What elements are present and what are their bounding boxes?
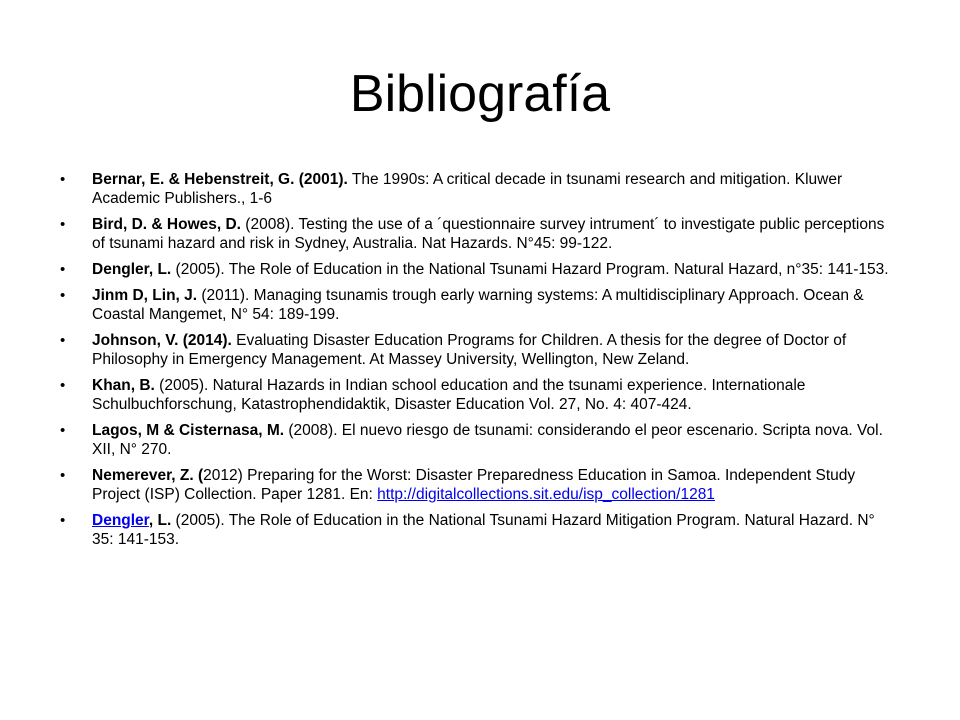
reference-text: (2011). Managing tsunamis trough early warning systems: A multidisciplinary Approach. Ocean & Coastal Mangemet, N° 54: 189-199. bbox=[92, 287, 864, 323]
bullet-icon: • bbox=[60, 377, 66, 394]
reference-url-link[interactable]: http://digitalcollections.sit.edu/isp_collection/1281 bbox=[377, 486, 715, 503]
slide-title: Bibliografía bbox=[349, 65, 611, 123]
reference-author: Khan, B. bbox=[92, 377, 155, 394]
reference-item bbox=[0, 170, 960, 208]
reference-author: Jinm D, Lin, J. bbox=[92, 287, 198, 304]
reference-author-link[interactable]: Dengler bbox=[92, 512, 149, 529]
reference-author: Bird, D. & Howes, D. bbox=[92, 216, 241, 233]
bullet-icon: • bbox=[60, 287, 66, 304]
reference-text: (2005). The Role of Education in the National Tsunami Hazard Mitigation Program. Natural Hazard. N° 35: 141-153. bbox=[92, 512, 875, 548]
reference-item bbox=[0, 260, 960, 279]
bullet-icon: • bbox=[60, 171, 66, 188]
bullet-icon: • bbox=[60, 512, 66, 529]
reference-text: (2005). The Role of Education in the National Tsunami Hazard Program. Natural Hazard, n°35: 141-153. bbox=[171, 261, 889, 278]
reference-item bbox=[0, 466, 960, 504]
reference-text: 2012) Preparing for the Worst: Disaster Preparedness Education in Samoa. Independent Study Project (ISP) Collection. Paper 1281. En: bbox=[92, 467, 856, 503]
reference-list bbox=[0, 170, 960, 556]
reference-item bbox=[0, 511, 960, 549]
reference-text: (2005). Natural Hazards in Indian school education and the tsunami experience. Internationale Schulbuchforschung, Katastrophendidaktik, Disaster Education Vol. 27, No. 4: 407-424. bbox=[92, 377, 806, 413]
bullet-icon: • bbox=[60, 467, 66, 484]
reference-author: Dengler, L. bbox=[92, 261, 172, 278]
reference-author: Lagos, M & Cisternasa, M. bbox=[92, 422, 285, 439]
reference-item bbox=[0, 421, 960, 459]
reference-author: Johnson, V. (2014). bbox=[92, 332, 232, 349]
reference-text: Evaluating Disaster Education Programs for Children. A thesis for the degree of Doctor of Philosophy in Emergency Management. At Massey University, Wellington, New Zeland. bbox=[92, 332, 847, 368]
bullet-icon: • bbox=[60, 422, 66, 439]
reference-text: The 1990s: A critical decade in tsunami research and mitigation. Kluwer Academic Publishers., 1-6 bbox=[92, 171, 843, 207]
reference-author: Nemerever, Z. ( bbox=[92, 467, 204, 484]
reference-item bbox=[0, 286, 960, 324]
reference-text: (2008). Testing the use of a ´questionnaire survey intrument´ to investigate public perceptions of tsunami hazard and risk in Sydney, Australia. Nat Hazards. N°45: 99-122. bbox=[92, 216, 885, 252]
bullet-icon: • bbox=[60, 332, 66, 349]
reference-text: (2008). El nuevo riesgo de tsunami: considerando el peor escenario. Scripta nova. Vol. XII, N° 270. bbox=[92, 422, 883, 458]
reference-item bbox=[0, 215, 960, 253]
reference-author: Bernar, E. & Hebenstreit, G. (2001). bbox=[92, 171, 348, 188]
bullet-icon: • bbox=[60, 216, 66, 233]
reference-author: , L. bbox=[148, 512, 172, 529]
reference-item bbox=[0, 376, 960, 414]
reference-item bbox=[0, 331, 960, 369]
bullet-icon: • bbox=[60, 261, 66, 278]
